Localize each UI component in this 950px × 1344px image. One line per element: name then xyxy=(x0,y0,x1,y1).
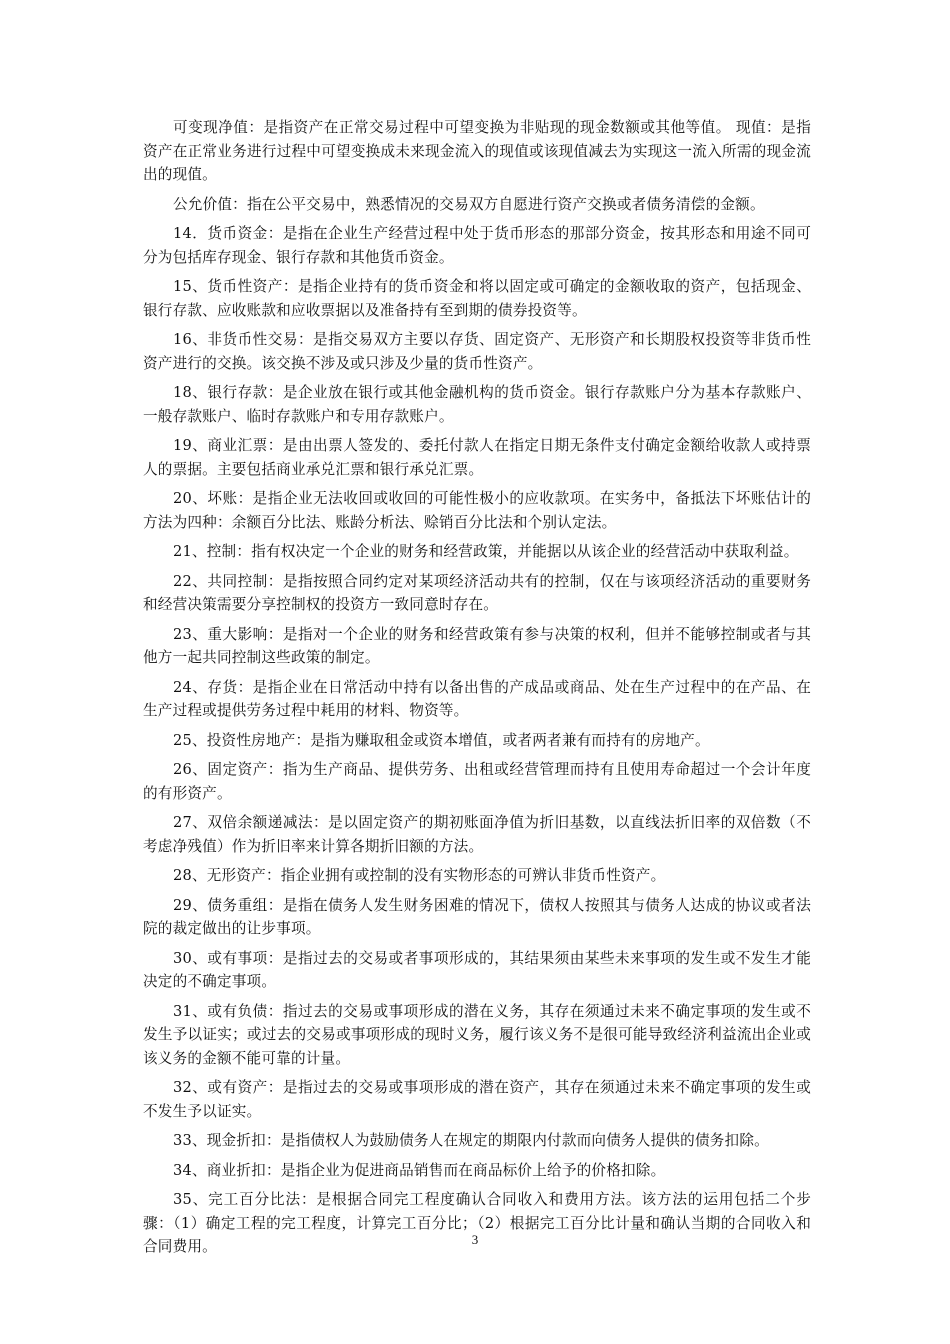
paragraph-contingencies: 30、或有事项：是指过去的交易或者事项形成的，其结果须由某些未来事项的发生或不发生才能决定的不确定事项。 xyxy=(143,949,811,990)
paragraph-contingent-asset: 32、或有资产：是指过去的交易或事项形成的潜在资产，其存在须通过未来不确定事项的发生或不发生予以证实。 xyxy=(143,1079,811,1120)
page-number: 3 xyxy=(471,1232,479,1247)
paragraph-intangible-assets: 28、无形资产：指企业拥有或控制的没有实物形态的可辨认非货币性资产。 xyxy=(173,867,666,884)
paragraph-trade-discount: 34、商业折扣：是指企业为促进商品销售而在商品标价上给予的价格扣除。 xyxy=(173,1161,666,1179)
paragraph-significant-influence: 23、重大影响：是指对一个企业的财务和经营政策有参与决策的权利，但并不能够控制或者与其他方一起共同控制这些政策的制定。 xyxy=(143,625,811,666)
paragraph-non-monetary-transaction: 16、非货币性交易：是指交易双方主要以存货、固定资产、无形资产和长期股权投资等非货币性资产进行的交换。该交换不涉及或只涉及少量的货币性资产。 xyxy=(143,331,811,372)
paragraph-debt-restructuring: 29、债务重组：是指在债务人发生财务困难的情况下，债权人按照其与债务人达成的协议或者法院的裁定做出的让步事项。 xyxy=(143,896,811,937)
paragraph-fixed-assets: 26、固定资产：指为生产商品、提供劳务、出租或经营管理而持有且使用寿命超过一个会计年度的有形资产。 xyxy=(143,761,811,802)
paragraph-realizable-value: 可变现净值：是指资产在正常交易过程中可望变换为非贴现的现金数额或其他等值。 现值：是指资产在正常业务进行过程中可望变换成未来现金流入的现值或该现值减去为实现这一流入所需的现金流出的现值。 xyxy=(143,119,811,183)
paragraph-double-declining: 27、双倍余额递减法：是以固定资产的期初账面净值为折旧基数，以直线法折旧率的双倍数（不考虑净残值）作为折旧率来计算各期折旧额的方法。 xyxy=(143,814,811,855)
paragraph-fair-value: 公允价值：指在公平交易中，熟悉情况的交易双方自愿进行资产交换或者债务清偿的金额。 xyxy=(173,195,765,213)
paragraph-bank-deposit: 18、银行存款：是企业放在银行或其他金融机构的货币资金。银行存款账户分为基本存款账户、一般存款账户、临时存款账户和专用存款账户。 xyxy=(143,384,811,425)
paragraph-cash-discount: 33、现金折扣：是指债权人为鼓励债务人在规定的期限内付款而向债务人提供的债务扣除。 xyxy=(173,1132,769,1149)
paragraph-inventory: 24、存货：是指企业在日常活动中持有以备出售的产成品或商品、处在生产过程中的在产品、在生产过程或提供劳务过程中耗用的材料、物资等。 xyxy=(143,678,811,719)
paragraph-percentage-completion: 35、完工百分比法：是根据合同完工程度确认合同收入和费用方法。该方法的运用包括二个步骤：（1）确定工程的完工程度，计算完工百分比；（2）根据完工百分比计量和确认当期的合同收入和合同费用。 xyxy=(143,1191,811,1255)
document-body xyxy=(143,116,811,1265)
paragraph-contingent-liability: 31、或有负债：指过去的交易或事项形成的潜在义务，其存在须通过未来不确定事项的发生或不发生予以证实；或过去的交易或事项形成的现时义务，履行该义务不是很可能导致经济利益流出企业或该义务的金额不能可靠的计量。 xyxy=(143,1002,811,1067)
paragraph-monetary-assets: 15、货币性资产：是指企业持有的货币资金和将以固定或可确定的金额收取的资产，包括现金、银行存款、应收账款和应收票据以及准备持有至到期的债券投资等。 xyxy=(143,278,811,319)
paragraph-commercial-bill: 19、商业汇票：是由出票人签发的、委托付款人在指定日期无条件支付确定金额给收款人或持票人的票据。主要包括商业承兑汇票和银行承兑汇票。 xyxy=(143,437,811,478)
paragraph-bad-debt: 20、坏账：是指企业无法收回或收回的可能性极小的应收款项。在实务中，备抵法下坏账估计的方法为四种：余额百分比法、账龄分析法、赊销百分比法和个别认定法。 xyxy=(143,490,811,531)
paragraph-joint-control: 22、共同控制：是指按照合同约定对某项经济活动共有的控制，仅在与该项经济活动的重要财务和经营决策需要分享控制权的投资方一致同意时存在。 xyxy=(143,572,811,613)
paragraph-monetary-funds: 14．货币资金：是指在企业生产经营过程中处于货币形态的那部分资金，按其形态和用途不同可分为包括库存现金、银行存款和其他货币资金。 xyxy=(143,225,811,266)
paragraph-investment-property: 25、投资性房地产：是指为赚取租金或资本增值，或者两者兼有而持有的房地产。 xyxy=(173,731,710,749)
paragraph-control: 21、控制：指有权决定一个企业的财务和经营政策，并能据以从该企业的经营活动中获取利益。 xyxy=(173,543,799,560)
